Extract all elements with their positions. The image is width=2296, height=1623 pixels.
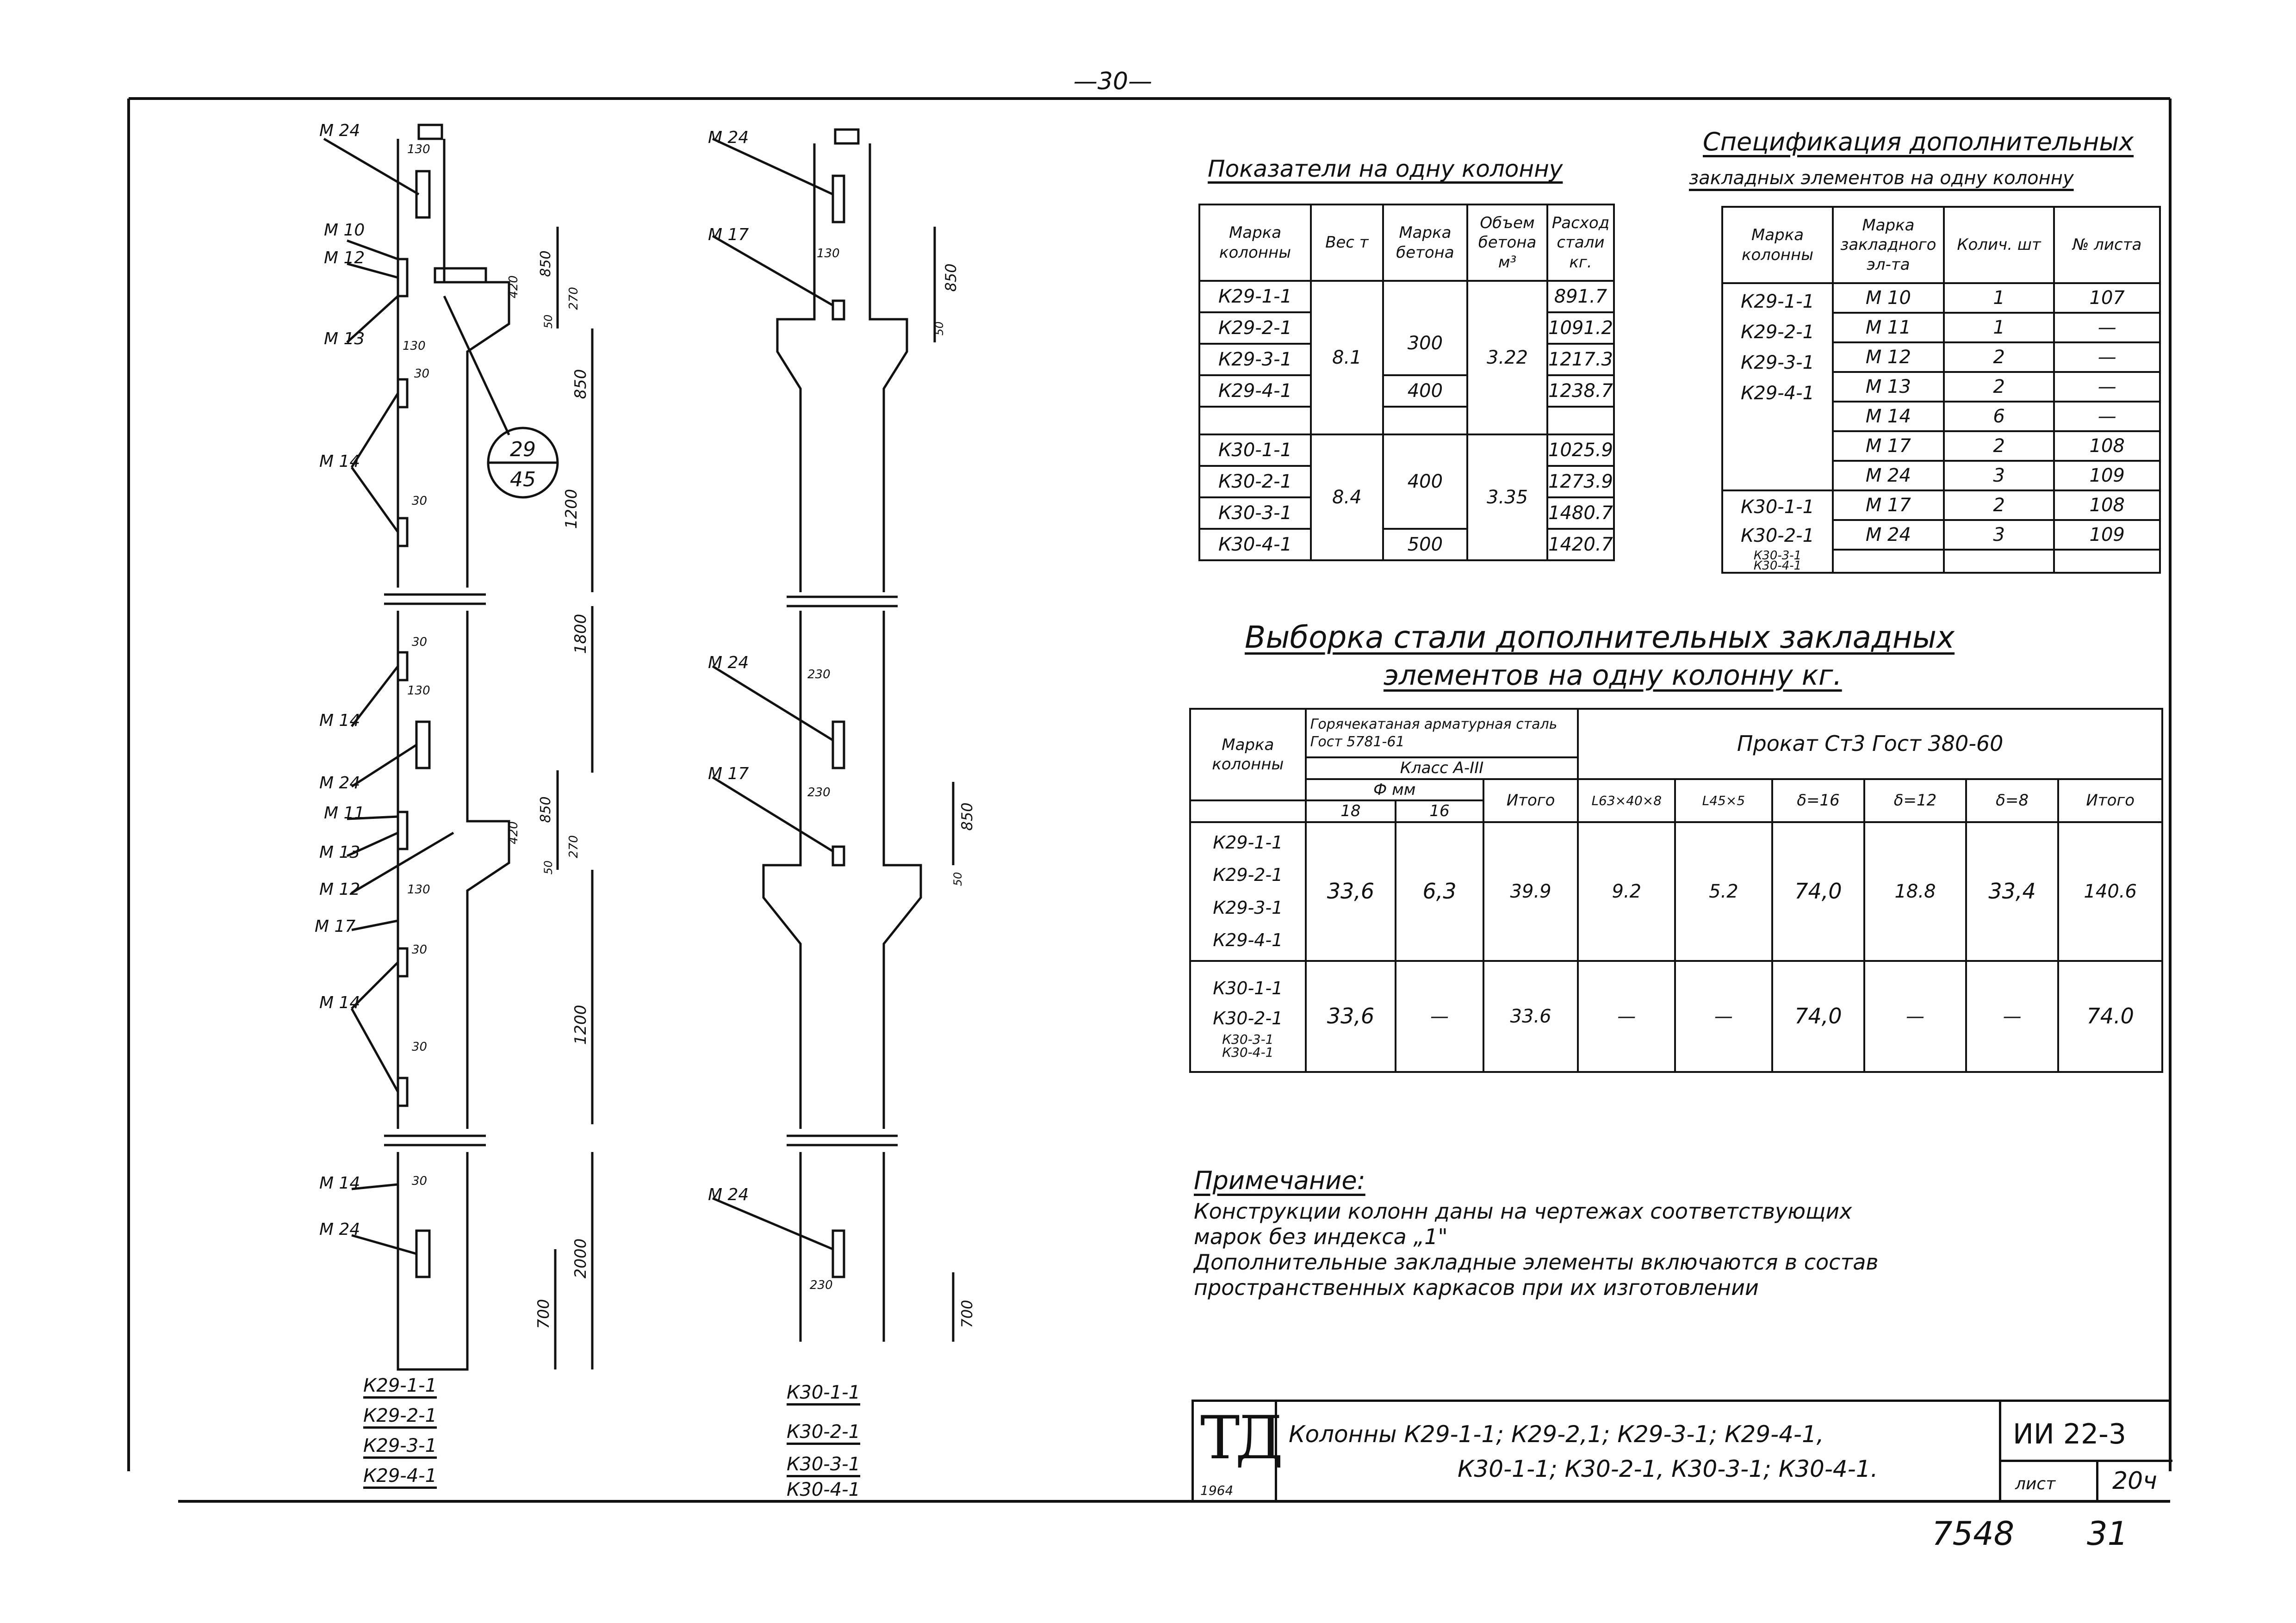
table-cell: 500 bbox=[1383, 529, 1467, 560]
dim-label: 2000 bbox=[571, 1238, 590, 1279]
table-cell: М 17 bbox=[1833, 490, 1944, 520]
table-cell: 33,6 bbox=[1306, 822, 1396, 961]
table-cell: 108 bbox=[2054, 490, 2160, 520]
dim-label: 850 bbox=[538, 796, 554, 823]
table-cell: М 14 bbox=[1833, 402, 1944, 431]
table-cell: К30-4-1 bbox=[1199, 529, 1311, 560]
table-cell: 1 bbox=[1944, 313, 2054, 342]
column-label: К29-2-1 bbox=[363, 1405, 437, 1426]
table-cell: К29-1-1 bbox=[1199, 281, 1311, 312]
table-cell: 5.2 bbox=[1675, 822, 1772, 961]
col-header: Марка колонны bbox=[1199, 204, 1311, 281]
col-header: Класс А-III bbox=[1306, 757, 1578, 779]
table-cell: 74,0 bbox=[1772, 822, 1865, 961]
column-label: К30-4-1 bbox=[787, 1479, 861, 1500]
dim-label: 30 bbox=[412, 1174, 428, 1188]
col-header: Итого bbox=[2058, 779, 2162, 822]
circle-label-top: 29 bbox=[510, 438, 536, 461]
col-header: Прокат Ст3 Гост 380-60 bbox=[1578, 709, 2162, 779]
note-title: Примечание: bbox=[1194, 1166, 1365, 1195]
callout-m14: М 14 bbox=[319, 711, 360, 730]
dim-label: 30 bbox=[412, 635, 428, 649]
table-cell: 3 bbox=[1944, 520, 2054, 550]
dim-label: 850 bbox=[571, 369, 590, 399]
table-cell bbox=[1190, 961, 1306, 1072]
dim-label: 30 bbox=[414, 367, 430, 381]
column-label: К29-3-1 bbox=[363, 1435, 437, 1456]
table-cell: 33,4 bbox=[1966, 822, 2059, 961]
table-cell: 74.0 bbox=[2058, 961, 2162, 1072]
table-cell: 1 bbox=[1944, 283, 2054, 313]
dim-label: 700 bbox=[958, 1300, 976, 1328]
logo: ТД bbox=[1200, 1404, 1279, 1473]
table-cell: 18.8 bbox=[1864, 822, 1966, 961]
note-line: марок без индекса „1" bbox=[1194, 1224, 1448, 1249]
title-block bbox=[1191, 1400, 2170, 1501]
steel-mark: К29-1-1 bbox=[1213, 832, 1283, 853]
dim-label: 700 bbox=[534, 1299, 553, 1329]
table-cell: — bbox=[2054, 313, 2160, 342]
table-cell bbox=[1190, 822, 1306, 961]
dim-label: 30 bbox=[412, 1040, 428, 1054]
column-k30-outline bbox=[713, 130, 953, 1342]
dim-label: 270 bbox=[567, 835, 581, 858]
spec-title-line1: Спецификация дополнительных bbox=[1703, 127, 2134, 156]
table-cell: К29-4-1 bbox=[1199, 375, 1311, 407]
table-cell: 3.35 bbox=[1467, 434, 1547, 560]
col-header: L63×40×8 bbox=[1578, 779, 1675, 822]
steel-mark: К30-2-1 bbox=[1213, 1008, 1283, 1028]
dim-label: 130 bbox=[403, 339, 426, 353]
column-label: К29-4-1 bbox=[363, 1465, 437, 1487]
note-line: Конструкции колонн даны на чертежах соответствующих bbox=[1194, 1199, 1852, 1224]
table-cell: М 24 bbox=[1833, 520, 1944, 550]
table-cell: 6,3 bbox=[1396, 822, 1483, 961]
table-cell bbox=[1944, 550, 2054, 573]
callout-m24: М 24 bbox=[708, 1185, 749, 1204]
callout-m24: М 24 bbox=[319, 774, 360, 793]
callout-m17: М 17 bbox=[708, 225, 749, 244]
table-cell bbox=[1833, 550, 1944, 573]
spec-mark: К30-4-1 bbox=[1753, 559, 1802, 573]
spec-mark: К29-4-1 bbox=[1741, 383, 1815, 404]
table-cell: — bbox=[2054, 372, 2160, 402]
callout-m14: М 14 bbox=[319, 993, 360, 1012]
table-cell: 33.6 bbox=[1483, 961, 1578, 1072]
table-cell: 1091.2 bbox=[1547, 312, 1614, 344]
steel-mark: К30-4-1 bbox=[1222, 1045, 1274, 1060]
table-cell: — bbox=[1396, 961, 1483, 1072]
bottom-page-number: 31 bbox=[2087, 1515, 2128, 1553]
col-header: δ=8 bbox=[1966, 779, 2059, 822]
table-cell: 2 bbox=[1944, 431, 2054, 461]
col-header: δ=16 bbox=[1772, 779, 1865, 822]
table-cell: 6 bbox=[1944, 402, 2054, 431]
col-header: Марка закладного эл-та bbox=[1833, 207, 1944, 283]
logo-cell bbox=[1194, 1402, 1277, 1501]
page-number: —30— bbox=[1073, 68, 1153, 95]
table-cell: 9.2 bbox=[1578, 822, 1675, 961]
dim-label: 230 bbox=[807, 786, 831, 799]
dim-label: 1200 bbox=[562, 489, 581, 529]
steel-mark: К29-4-1 bbox=[1213, 929, 1283, 950]
table-cell bbox=[1199, 407, 1311, 434]
table-cell: 1025.9 bbox=[1547, 434, 1614, 466]
stamp-series: ИИ 22-3 bbox=[2013, 1418, 2127, 1450]
callout-m24: М 24 bbox=[708, 653, 749, 672]
dim-label: 130 bbox=[817, 247, 840, 260]
stamp-sheet-label: лист bbox=[2015, 1474, 2056, 1493]
table-cell: — bbox=[1675, 961, 1772, 1072]
table-cell: 400 bbox=[1383, 434, 1467, 529]
table-cell: 33,6 bbox=[1306, 961, 1396, 1072]
spec-mark: К29-3-1 bbox=[1741, 352, 1815, 373]
column-label: К30-1-1 bbox=[787, 1382, 861, 1403]
col-header: L45×5 bbox=[1675, 779, 1772, 822]
col-header: 16 bbox=[1396, 800, 1483, 822]
col-header: Марка колонны bbox=[1190, 709, 1306, 800]
table-cell: 1217.3 bbox=[1547, 344, 1614, 375]
dim-label: 420 bbox=[507, 275, 521, 298]
table-cell bbox=[1547, 407, 1614, 434]
table-cell: 400 bbox=[1383, 375, 1467, 407]
table-cell: — bbox=[1864, 961, 1966, 1072]
table-cell: М 13 bbox=[1833, 372, 1944, 402]
callout-m12: М 12 bbox=[324, 248, 365, 267]
spec-mark: К30-1-1 bbox=[1741, 496, 1815, 518]
dim-label: 850 bbox=[538, 250, 554, 277]
callout-m17: М 17 bbox=[708, 764, 749, 783]
table-cell: 300 bbox=[1383, 312, 1467, 375]
steel-mark: К29-3-1 bbox=[1213, 897, 1283, 918]
table-cell: К30-3-1 bbox=[1199, 497, 1311, 529]
note-line: пространственных каркасов при их изготовлении bbox=[1194, 1275, 1759, 1300]
dim-label: 1800 bbox=[571, 613, 590, 654]
dim-label: 50 bbox=[951, 872, 964, 886]
col-header: δ=12 bbox=[1864, 779, 1966, 822]
stamp-title-line1: Колонны К29-1-1; К29-2,1; К29-3-1; К29-4-1, bbox=[1289, 1421, 1824, 1448]
col-header: Вес т bbox=[1311, 204, 1383, 281]
circle-label-bottom: 45 bbox=[510, 468, 536, 491]
col-header: 18 bbox=[1306, 800, 1396, 822]
col-header: Объем бетона м³ bbox=[1467, 204, 1547, 281]
dim-label: 50 bbox=[542, 860, 555, 875]
callout-m24: М 24 bbox=[319, 1220, 360, 1239]
table-cell: М 24 bbox=[1833, 461, 1944, 490]
table-cell: М 11 bbox=[1833, 313, 1944, 342]
callout-m17: М 17 bbox=[315, 917, 356, 936]
spec-mark: К29-2-1 bbox=[1741, 322, 1815, 343]
callout-m13: М 13 bbox=[324, 329, 365, 348]
dim-label: 270 bbox=[567, 287, 581, 310]
stamp-year: 1964 bbox=[1200, 1483, 1234, 1498]
callout-m11: М 11 bbox=[324, 804, 365, 823]
dim-label: 130 bbox=[407, 684, 430, 698]
dim-label: 130 bbox=[407, 883, 430, 897]
table-cell: 3.22 bbox=[1467, 281, 1547, 434]
steel-mark: К30-3-1 bbox=[1222, 1032, 1274, 1047]
table-cell: 8.4 bbox=[1311, 434, 1383, 560]
table-cell: 8.1 bbox=[1311, 281, 1383, 434]
table-cell: 1238.7 bbox=[1547, 375, 1614, 407]
dim-label: 850 bbox=[942, 263, 960, 292]
table-cell: 891.7 bbox=[1547, 281, 1614, 312]
table-cell bbox=[1383, 407, 1467, 434]
table-cell bbox=[1383, 281, 1467, 312]
table-cell: К30-1-1 bbox=[1199, 434, 1311, 466]
table-cell: К29-2-1 bbox=[1199, 312, 1311, 344]
dim-label: 50 bbox=[933, 321, 946, 336]
column-label: К29-1-1 bbox=[363, 1375, 437, 1396]
indicators-title: Показатели на одну колонну bbox=[1208, 155, 1563, 182]
table-cell: 107 bbox=[2054, 283, 2160, 313]
table-cell bbox=[1722, 490, 1833, 573]
table-cell: — bbox=[2054, 342, 2160, 372]
indicators-table bbox=[1198, 204, 1615, 561]
steel-mark bbox=[1191, 1033, 1305, 1059]
table-cell: 1480.7 bbox=[1547, 497, 1614, 529]
steel-selection-table bbox=[1189, 708, 2163, 1073]
col-header: № листа bbox=[2054, 207, 2160, 283]
dim-label: 230 bbox=[807, 668, 831, 681]
table-cell: М 17 bbox=[1833, 431, 1944, 461]
callout-m24: М 24 bbox=[708, 128, 749, 147]
steel-mark: К29-2-1 bbox=[1213, 865, 1283, 886]
table-cell: 1273.9 bbox=[1547, 466, 1614, 497]
table-cell: 109 bbox=[2054, 461, 2160, 490]
dim-label: 850 bbox=[958, 802, 976, 831]
table-cell: — bbox=[1966, 961, 2059, 1072]
table-cell: М 12 bbox=[1833, 342, 1944, 372]
archive-number: 7548 bbox=[1932, 1515, 2015, 1553]
table-cell: — bbox=[2054, 402, 2160, 431]
spec-title-line2: закладных элементов на одну колонну bbox=[1689, 167, 2074, 189]
spec-mark: К30-3-1 bbox=[1753, 549, 1802, 563]
table-cell: 39.9 bbox=[1483, 822, 1578, 961]
stamp-sheet-number: 20ч bbox=[2112, 1467, 2157, 1495]
dim-label: 230 bbox=[810, 1278, 833, 1292]
spec-mark bbox=[1723, 551, 1832, 571]
table-cell bbox=[1190, 800, 1306, 822]
specification-table bbox=[1721, 206, 2161, 574]
dim-label: 1200 bbox=[571, 1004, 590, 1045]
table-cell: К30-2-1 bbox=[1199, 466, 1311, 497]
table-cell: К29-3-1 bbox=[1199, 344, 1311, 375]
steel-mark: К30-1-1 bbox=[1213, 978, 1283, 998]
spec-mark: К30-2-1 bbox=[1741, 525, 1815, 546]
stamp-right-cell bbox=[1999, 1402, 2172, 1501]
spec-mark: К29-1-1 bbox=[1741, 291, 1815, 312]
table-cell: 3 bbox=[1944, 461, 2054, 490]
table-cell: 1420.7 bbox=[1547, 529, 1614, 560]
steel-title-line1: Выборка стали дополнительных закладных bbox=[1245, 619, 1955, 655]
col-header: Расход стали кг. bbox=[1547, 204, 1614, 281]
col-header: Итого bbox=[1483, 779, 1578, 822]
column-label: К30-3-1 bbox=[787, 1454, 861, 1475]
table-cell: М 10 bbox=[1833, 283, 1944, 313]
dim-label: 130 bbox=[407, 142, 430, 156]
col-header: Марка колонны bbox=[1722, 207, 1833, 283]
table-cell bbox=[2054, 550, 2160, 573]
table-cell: 140.6 bbox=[2058, 822, 2162, 961]
col-header: Марка бетона bbox=[1383, 204, 1467, 281]
table-cell: — bbox=[1578, 961, 1675, 1072]
steel-title-line2: элементов на одну колонну кг. bbox=[1384, 659, 1842, 692]
column-label: К30-2-1 bbox=[787, 1421, 861, 1443]
table-cell: 2 bbox=[1944, 342, 2054, 372]
col-header: Горячекатаная арматурная сталь Гост 5781-61 bbox=[1306, 709, 1578, 757]
table-cell: 2 bbox=[1944, 372, 2054, 402]
dim-label: 50 bbox=[542, 314, 555, 329]
dim-label: 420 bbox=[507, 821, 521, 844]
callout-m13: М 13 bbox=[319, 843, 360, 862]
table-cell: 108 bbox=[2054, 431, 2160, 461]
table-cell: 74,0 bbox=[1772, 961, 1865, 1072]
dim-label: 30 bbox=[412, 494, 428, 508]
table-cell: 2 bbox=[1944, 490, 2054, 520]
callout-m14: М 14 bbox=[319, 452, 360, 471]
callout-m10: М 10 bbox=[324, 221, 365, 240]
table-cell bbox=[1722, 283, 1833, 490]
note-line: Дополнительные закладные элементы включаются в состав bbox=[1194, 1250, 1879, 1275]
callout-m24: М 24 bbox=[319, 121, 360, 140]
col-header: Колич. шт bbox=[1944, 207, 2054, 283]
column-k29-outline bbox=[324, 125, 592, 1369]
callout-m14: М 14 bbox=[319, 1174, 360, 1193]
dim-label: 30 bbox=[412, 943, 428, 957]
table-cell: 109 bbox=[2054, 520, 2160, 550]
callout-m12: М 12 bbox=[319, 880, 360, 899]
col-header: Ф мм bbox=[1306, 779, 1483, 801]
stamp-title-line2: К30-1-1; К30-2-1, К30-3-1; К30-4-1. bbox=[1458, 1456, 1878, 1482]
